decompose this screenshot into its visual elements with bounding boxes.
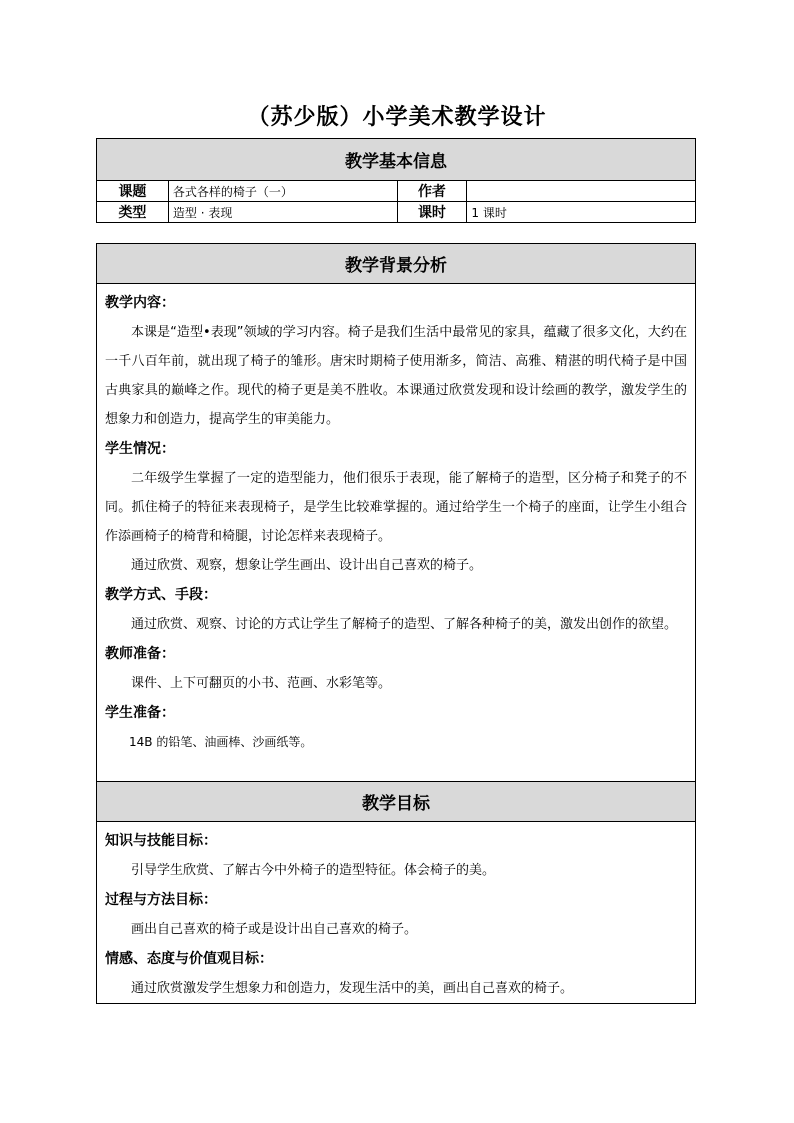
basic-info-heading: 教学基本信息 <box>97 139 696 181</box>
author-value <box>467 181 696 202</box>
teacher-prep-text: 课件、上下可翻页的小书、范画、水彩笔等。 <box>131 676 392 691</box>
background-section <box>97 284 696 782</box>
method-text: 通过欣赏、观察、讨论的方式让学生了解椅子的造型、了解各种椅子的美，激发出创作的欲望。 <box>131 617 678 632</box>
content-label: 教学内容： <box>105 295 175 311</box>
student-prep-label: 学生准备： <box>105 705 175 721</box>
info-row <box>97 202 696 223</box>
process-label: 过程与方法目标： <box>105 892 217 908</box>
type-value: 造型 · 表现 <box>168 202 397 223</box>
objectives-section <box>97 822 696 1004</box>
info-row <box>97 181 696 202</box>
knowledge-label: 知识与技能目标： <box>105 833 217 849</box>
background-heading: 教学背景分析 <box>97 244 696 284</box>
students-label: 学生情况： <box>105 441 175 457</box>
content-text: 本课是“造型•表现”领域的学习内容。椅子是我们生活中最常见的家具，蕴藏了很多文化，大约在一千八百年前，就出现了椅子的雏形。唐宋时期椅子使用渐多，简洁、高雅、精湛的明代椅子是中国古典家具的巅峰之作。现代的椅子更是美不胜收。本课通过欣赏发现和设计绘画的教学，激发学生的想象力和创造力，提高学生的审美能力。 <box>105 325 687 427</box>
page-title: （苏少版）小学美术教学设计 <box>247 105 547 130</box>
student-prep-text: 14B 的铅笔、油画棒、沙画纸等。 <box>129 735 313 749</box>
process-text: 画出自己喜欢的椅子或是设计出自己喜欢的椅子。 <box>131 922 418 937</box>
knowledge-text: 引导学生欣赏、了解古今中外椅子的造型特征。体会椅子的美。 <box>131 863 496 878</box>
periods-label: 课时 <box>397 202 467 223</box>
basic-info-table <box>96 138 696 223</box>
author-label: 作者 <box>397 181 467 202</box>
emotion-text: 通过欣赏激发学生想象力和创造力，发现生活中的美，画出自己喜欢的椅子。 <box>131 981 574 996</box>
method-label: 教学方式、手段： <box>105 587 217 603</box>
topic-value: 各式各样的椅子（一） <box>168 181 397 202</box>
emotion-label: 情感、态度与价值观目标： <box>105 951 273 967</box>
teaching-table <box>96 243 696 1004</box>
topic-label: 课题 <box>97 181 169 202</box>
objectives-heading: 教学目标 <box>97 782 696 822</box>
students-text: 二年级学生掌握了一定的造型能力，他们很乐于表现，能了解椅子的造型，区分椅子和凳子的不同。抓住椅子的特征来表现椅子，是学生比较难掌握的。通过给学生一个椅子的座面，让学生小组合作添画椅子的椅背和椅腿，讨论怎样来表现椅子。 <box>105 471 687 544</box>
type-label: 类型 <box>97 202 169 223</box>
teacher-prep-label: 教师准备： <box>105 646 175 662</box>
periods-value: 1 课时 <box>467 202 696 223</box>
students-text-2: 通过欣赏、观察，想象让学生画出、设计出自己喜欢的椅子。 <box>131 558 483 573</box>
